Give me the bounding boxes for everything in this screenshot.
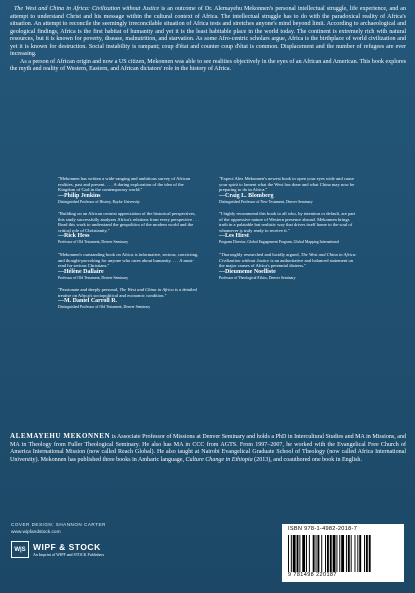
endorsement xyxy=(219,176,358,204)
cover-description xyxy=(10,6,406,74)
description-paragraph-1 xyxy=(10,6,406,59)
barcode-bar xyxy=(369,535,371,572)
barcode-bar xyxy=(325,535,326,572)
endorsement xyxy=(58,211,200,245)
barcode-bar xyxy=(330,535,332,572)
endorsement-quote: "Expect Alex Mekonnen's newest book to open your eyes wide and cause your spirit to lament what the West has done and what China may now be preparing to do in Africa." xyxy=(219,176,355,193)
endorsement-quote: "Mekonnen has written a wide-ranging and ambitious survey of African realities, past and present. . . . A daring exploration of the idea of the Kingdom of God in the contemporary world." xyxy=(58,176,191,193)
barcode-bar xyxy=(357,535,358,572)
barcode-digits: 9 781498 220187 xyxy=(288,572,337,578)
endorsement xyxy=(219,252,358,280)
barcode-bar xyxy=(291,535,292,572)
endorser-affiliation: Distinguished Professor of History, Baylor University xyxy=(58,199,140,204)
endorsement xyxy=(219,211,358,245)
endorsements xyxy=(58,176,358,432)
description-text: is an outcome of Dr. Alemayehu Mekonnen's personal intellectual struggle, life experience, and an attempt to understand Christ and his message within the cultural context of Africa. The intellectual struggle has to do with the paradoxical reality of Africa's situation. An attempt to reconcile the seemingly irreconcilable situation of Africa tests and stretches anyone's mind beyond limit. According to archaeological and geological findings, Africa is the first habitat of humanity and yet it is the least habitable place in the world today. The continent is extremely rich with natural resources, but it is known for poverty, disease, malnutrition, and starvation. As some Afro-centric scholars argue, Africa is the birthplace of world civilization and yet it is known for destruction. Social instability is rampant; coup d'état and counter coup d'état is common. Displacement and the number of refugees are ever increasing. xyxy=(10,6,406,58)
barcode-bar xyxy=(293,535,296,572)
endorser-name: —Les Hirst xyxy=(219,233,249,240)
barcode-bar xyxy=(364,535,365,572)
endorsement xyxy=(58,252,200,280)
publisher-logo xyxy=(11,541,104,558)
endorser-affiliation: Professor of Old Testament, Denver Seminary xyxy=(58,240,129,245)
endorsement-quote: "Passionate and deeply personal, The West and China in Africa is a detailed treatise on Africa's sociopolitical and economic condition." xyxy=(58,287,197,298)
endorser-affiliation: Distinguished Professor of New Testament, Denver Seminary xyxy=(219,199,313,204)
barcode-bar xyxy=(341,535,344,572)
publisher-url: www.wipfandstock.com xyxy=(11,530,61,535)
barcode-bars xyxy=(288,535,398,572)
endorser-name: —M. Daniel Carroll R. xyxy=(58,298,118,305)
publisher-imprint: An Imprint of WIPF and STOCK Publishers xyxy=(33,551,105,557)
endorser-name: —Rick Hess xyxy=(58,233,90,240)
barcode-bar xyxy=(339,535,340,572)
endorser-affiliation: Program Director, Global Engagement Program, Global Mapping International xyxy=(219,240,339,245)
barcode-bar xyxy=(299,535,300,572)
endorsement-quote: "Thoroughly researched and lucidly argued, The West and China in Africa: Civilization without Justice is an authoritative and balanced statement on the major causes of Africa's perennial distress." xyxy=(219,252,357,269)
barcode-bar xyxy=(346,535,347,572)
endorser-name: —Hélène Dallaire xyxy=(58,268,104,275)
endorsement xyxy=(58,287,200,310)
barcode-bar xyxy=(297,535,299,572)
barcode-bar xyxy=(309,535,310,572)
endorser-name: —Dieumeme Noelliste xyxy=(219,268,276,275)
publisher-mark-icon: W|S xyxy=(11,541,29,558)
publisher-name: WIPF & STOCK xyxy=(33,541,101,552)
cover-design-credit: COVER DESIGN: SHANNON CARTER xyxy=(11,522,106,527)
barcode-bar xyxy=(288,535,289,572)
endorsement-quote: "Mekonnen's outstanding book on Africa is informative, serious, convicting, and thought-provoking for anyone who cares about humanity. . . . A must-read for serious Christians." xyxy=(58,252,199,269)
barcode-bar xyxy=(327,535,329,572)
barcode-bar xyxy=(302,535,305,572)
barcode-bar xyxy=(348,535,350,572)
barcode-bar xyxy=(355,535,356,572)
endorsements-right-column xyxy=(219,176,358,287)
endorsements-left-column xyxy=(58,176,200,317)
barcode-bar xyxy=(313,535,315,572)
barcode-bar xyxy=(333,535,336,572)
description-paragraph-2: As a person of African origin and now a US citizen, Mekonnen was able to see realities objectively in the eyes of an African and American. This book explores the myth and reality of Western, Eastern, and African dictators' role in the history of Africa. xyxy=(10,58,406,73)
isbn-number: ISBN 978-1-4982-2018-7 xyxy=(288,526,358,532)
barcode-bar xyxy=(321,535,322,572)
barcode-icon xyxy=(288,535,398,572)
author-bio: ALEMAYEHU MEKONNEN is Associate Professor of Missions at Denver Seminary and holds a PhD in Intercultural Studies and MA in Missions, and MA in Theology from Fuller Theological Seminary. He also has MA in CCC from AGTS. From 1997–2007, he worked with the Evangelical Free Church of America International Mission (now called Reach Global). He also taught at Nairobi Evangelical Graduate School of Theology (now called Africa International University). Mekonnen has published three books in Amharic language, Culture Change in Ethiopia (2013), and coauthored one book in English. xyxy=(10,432,407,463)
endorsement-quote: "Building on an African centrist appreciation of the historical perspectives, this study successfully analyzes Africa's relations from every perspective . . . Read this work to understand the geopolitics of the modern world and the critical role of Christianity." xyxy=(58,211,199,233)
book-title: The West and China in Africa: Civilization without Justice xyxy=(14,6,160,12)
barcode-bar xyxy=(316,535,317,572)
endorser-name: —Craig L. Blomberg xyxy=(219,192,274,199)
isbn-barcode xyxy=(282,524,404,582)
endorser-affiliation: Distinguished Professor of Old Testament, Denver Seminary xyxy=(58,305,151,310)
barcode-bar xyxy=(351,535,352,572)
barcode-bar xyxy=(359,535,361,572)
barcode-bar xyxy=(336,535,337,572)
barcode-bar xyxy=(317,535,319,572)
endorser-name: —Philip Jenkins xyxy=(58,192,101,199)
barcode-bar xyxy=(366,535,368,572)
barcode-bar xyxy=(306,535,307,572)
endorser-affiliation: Professor of Theological Ethics, Denver Seminary xyxy=(219,275,296,280)
endorsement xyxy=(58,176,200,204)
endorser-affiliation: Professor of Old Testament, Denver Seminary xyxy=(58,275,129,280)
endorsement-quote: "I highly recommend this book to all who, by intention or default, are part of the oppressive nature of Western presence abroad. Mekonnen brings truth in a palatable but realistic way that drives itself home to the soul of whomever is truly ready to receive it." xyxy=(219,211,356,233)
author-name: ALEMAYEHU MEKONNEN xyxy=(10,432,111,440)
